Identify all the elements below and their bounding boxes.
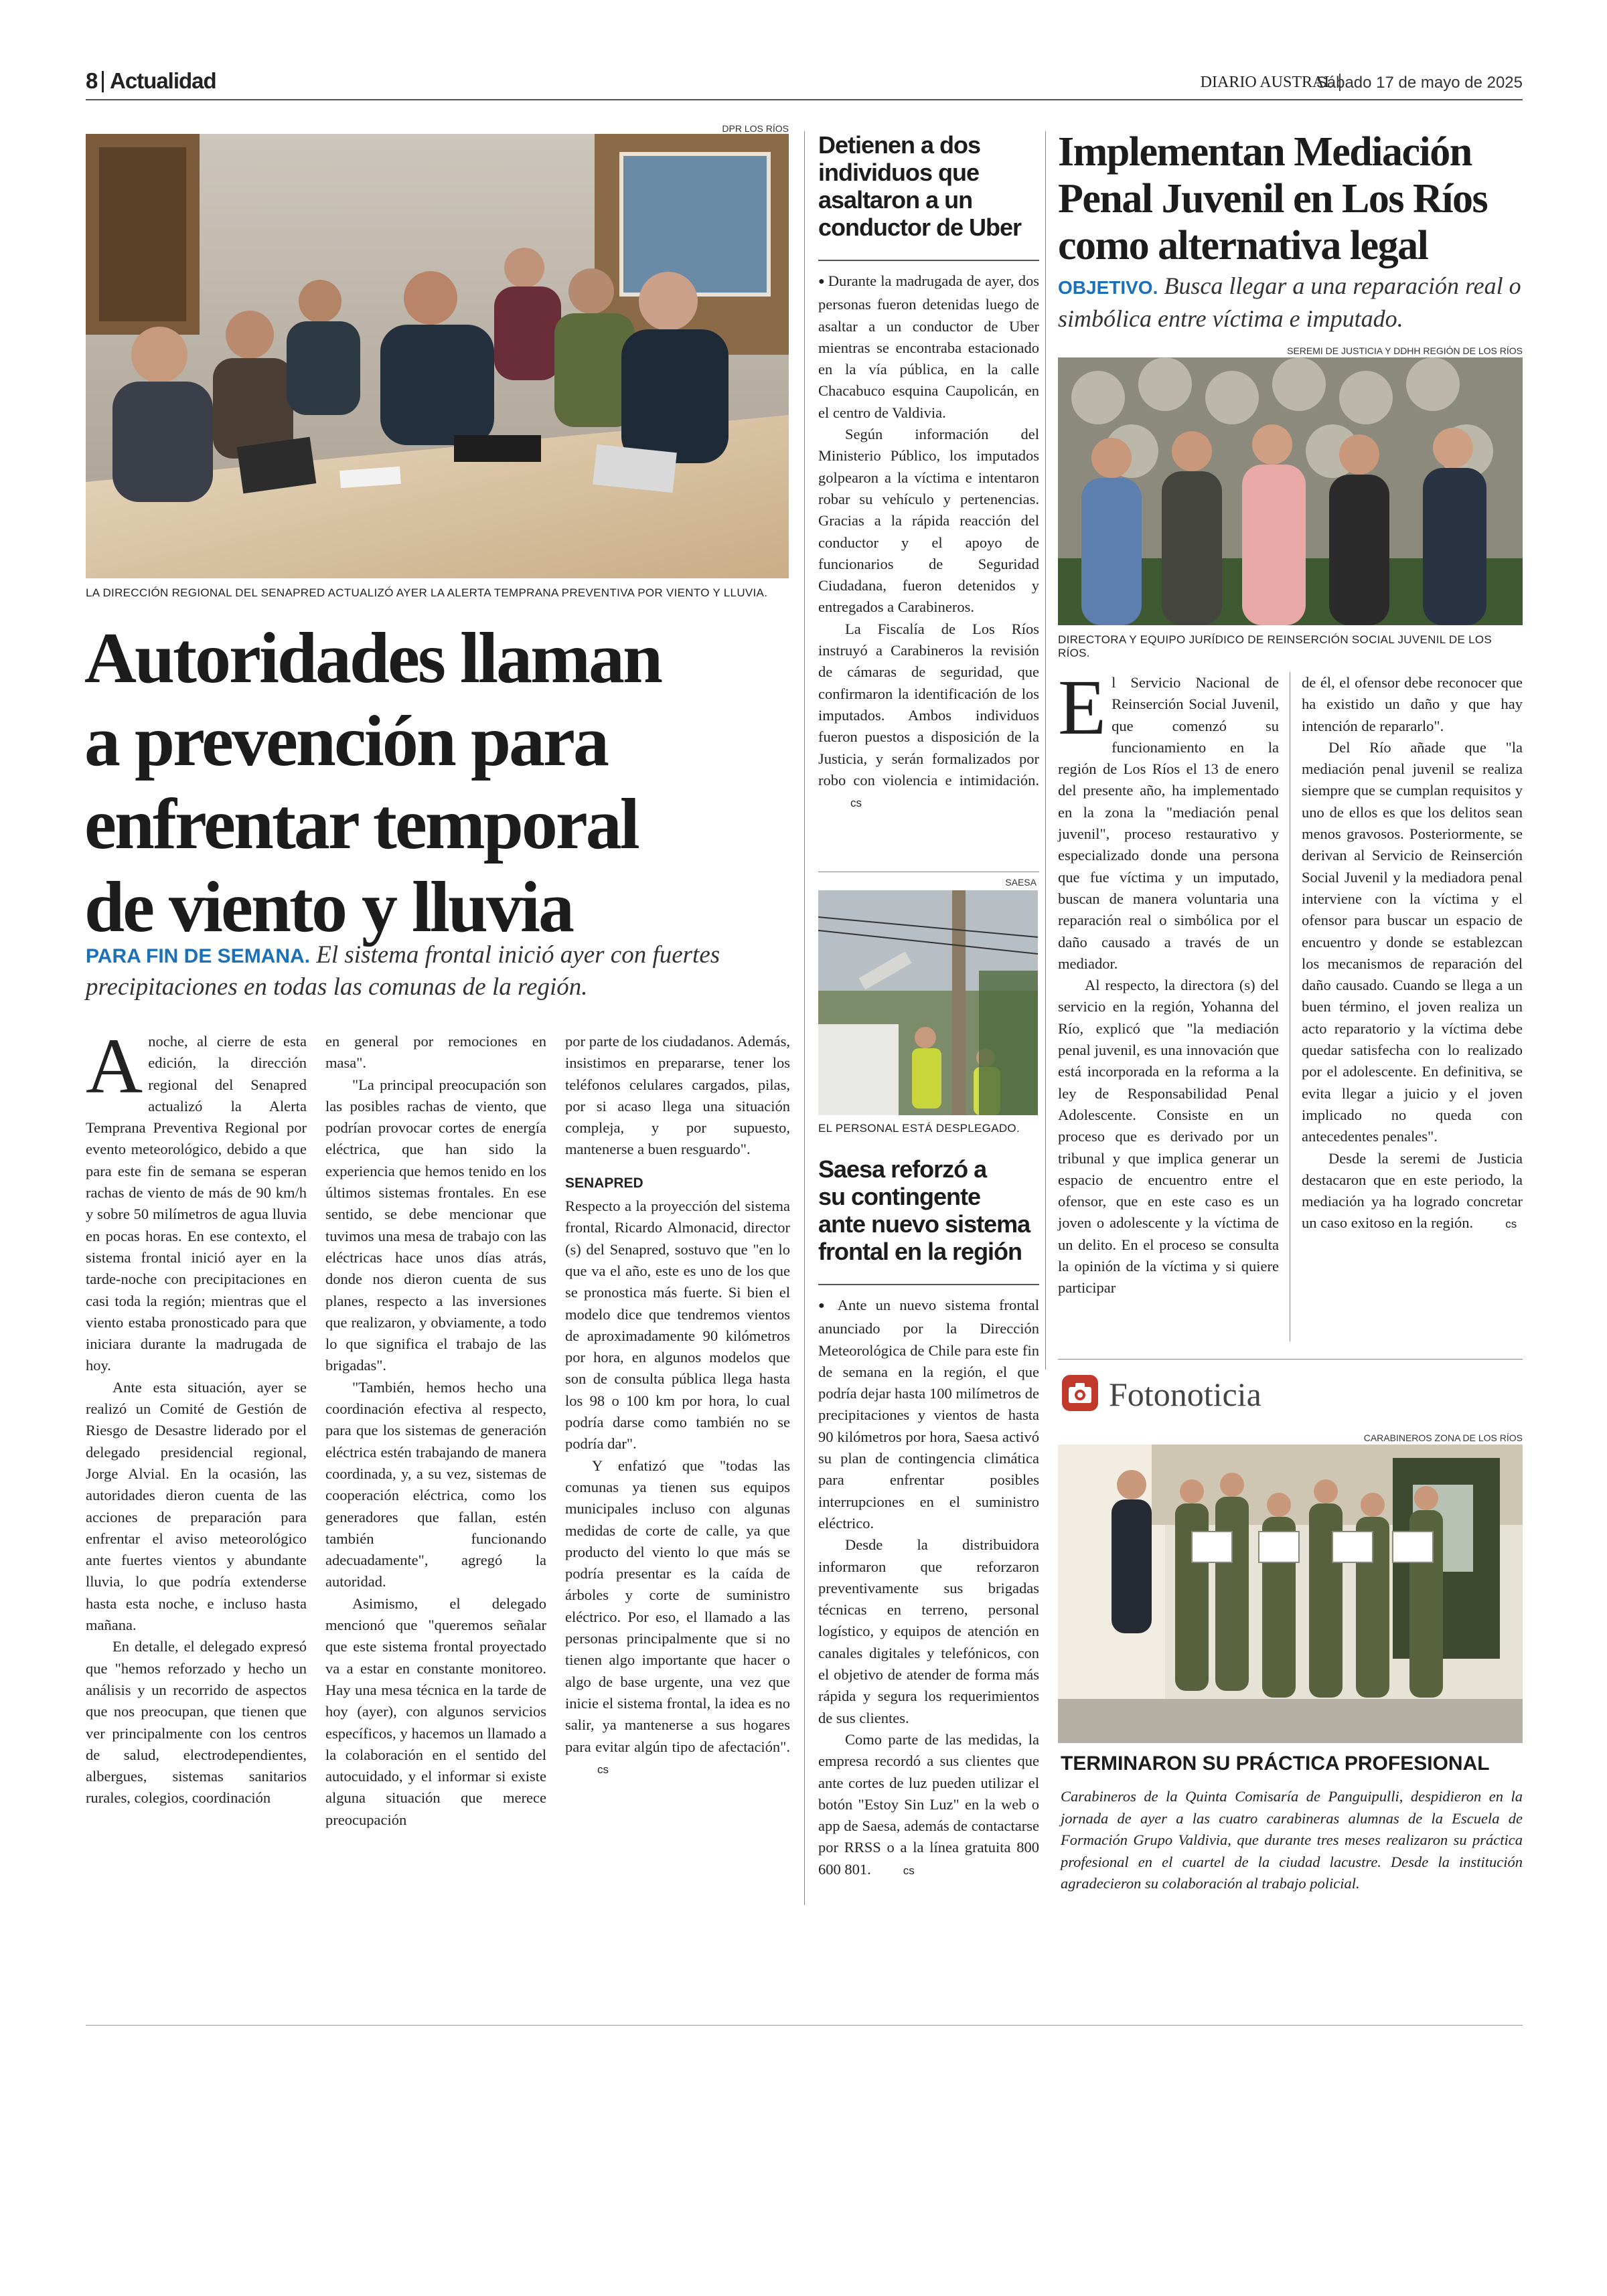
issue-date: Sábado 17 de mayo de 2025 [1316,74,1523,92]
uber-p2: Según información del Ministerio Público, los imputados golpearon a la víctima e intentaron robar su vehículo y pertenencias. Gracias a la rápida reacción del conductor y el apoyo de funcionarios de Seguridad Ciudadana, fueron detenidos y entregados a Carabineros. [818,426,1039,616]
mediacion-title-3: como alternativa legal [1058,223,1428,268]
mediacion-illustration [1058,357,1523,625]
saesa-photo [818,890,1038,1115]
mediacion-photo-caption: DIRECTORA Y EQUIPO JURÍDICO DE REINSERCIÓN SOCIAL JUVENIL DE LOS RÍOS. [1058,633,1493,659]
mediacion-col2-p3-text: Desde la seremi de Justicia destacaron que en este periodo, la mediación ya ha logrado concretar un caso exitoso en la región. [1302,1149,1523,1232]
main-column-3 [565,1031,790,1781]
uber-p1: ● Durante la madrugada de ayer, dos personas fueron detenidas luego de asaltar a un conductor de Uber mientras se encontraba estacionado en la vía pública, en la calle Chacabuco esquina Caupolicán, en el centro de Valdivia. [818,270,1039,424]
main-col2-p3: "También, hemos hecho una coordinación efectiva al respecto, para que los sistemas de generación eléctrica estén trabajando de manera coordinada, y, a su vez, sistemas de cooperación eléctrica, como los generadores que fallan, estén también funcionando adecuadamente", agregó la autoridad. [325,1378,546,1590]
fotonoticia-title: TERMINARON SU PRÁCTICA PROFESIONAL [1061,1752,1490,1775]
mediacion-col2-p2: Del Río añade que "la mediación penal juvenil se realiza siempre que se cumplan requisitos y uno de ellos es que los delitos sean menos gravosos. Posteriormente, se derivan al Servicio de Reinserción Social Juvenil y la mediadora penal interviene con la víctima y el ofensor para buscar un espacio de encuentro y donde se establezcan los mecanismos de reparación del daño causado. Cuando se llega a un buen término, el joven realiza un acto reparatorio y la víctima debe quedar satisfecha con lo realizado por el adolescente. En definitiva, se evita llegar a juicio y el joven implicado no queda con antecedentes penales". [1302,738,1523,1145]
main-lead-text: El sistema frontal inició ayer con fuertes precipitaciones en todas las comunas de la región. [86,941,720,1001]
header-divider [102,71,104,92]
headline-line-2: a prevención para [84,702,607,781]
section-name: Actualidad [110,68,216,93]
end-mark-icon: cs [597,1762,609,1776]
carabineros-illustration [1058,1445,1523,1743]
saesa-rule [818,1284,1039,1285]
mediacion-kicker: OBJETIVO. [1058,277,1158,298]
uber-body [818,270,1039,814]
uber-rule [818,260,1039,261]
page-header [86,66,1523,96]
main-kicker: PARA FIN DE SEMANA. [86,945,311,967]
uber-end-icon: cs [850,797,862,810]
uber-headline [818,131,1039,241]
headline-line-3: enfrentar temporal [84,785,638,864]
mediacion-col1-p1: l Servicio Nacional de Reinserción Social Juvenil, que comenzó su funcionamiento en la región de Los Ríos el 13 de enero del presente año, ha implementado en la zona la "mediación penal juvenil", proceso restaurativo y especializado donde una persona que fue víctima y un imputado, buscan de manera voluntaria una reparación real o simbólica por el daño causado a través de un mediador. [1058,674,1279,972]
main-column-1 [86,1022,307,1809]
mediacion-col1-p2: Al respecto, la directora (s) del servicio en la región, Yohanna del Río, explicó que "la mediación penal juvenil, es una innovación que está incorporada en la reforma a la ley de Responsabilidad Penal Adolescente. Consiste en un proceso que es derivado por un tribunal y que implica generar un espacio de encuentro entre el ofensor, que en este caso es un joven o adolescente y la víctima de un delito. En el proceso se consulta la opinión de la víctima y si quiere participar [1058,977,1279,1297]
mediacion-lead-text: Busca llegar a una reparación real o simbólica entre víctima e imputado. [1058,272,1521,332]
header-rule [86,99,1523,100]
main-col3-intro: por parte de los ciudadanos. Además, insistimos en prepararse, tener los teléfonos celulares cargados, pilas, por si acaso llega una situación compleja, y por supuesto, mantenerse a buen resguardo". [565,1033,790,1158]
page-number: 8 [86,68,98,93]
fotonoticia-body: Carabineros de la Quinta Comisaría de Panguipulli, despidieron en la jornada de ayer a las cuatro carabineras alumnas de la Escuela de Formación Grupo Valdivia, que durante tres meses realizaron su práctica profesional en el cuartel de la ciudad lacustre. Desde la institución agradecieron su colaboración al trabajo policial. [1061,1788,1523,1892]
uber-title-3: asaltaron a un [818,186,973,214]
mediacion-lead [1058,270,1527,334]
mediacion-headline [1058,129,1527,269]
headline-line-1: Autoridades llaman [84,619,662,698]
saesa-headline [818,1155,1039,1265]
saesa-body [818,1295,1039,1882]
main-col1-p3: En detalle, el delegado expresó que "hemos reforzado y hecho un análisis y un recorrido de aspectos que nos preocupan, que tienen que ver principalmente con los centros de salud, electrodependientes, albergues, sistemas sanitarios rurales, colegios, coordinación [86,1638,307,1807]
page-bottom-rule [86,2025,1523,2026]
main-col1-p1: noche, al cierre de esta edición, la dirección regional del Senapred actualizó la Alerta Temprana Preventiva Regional por evento meteorológico, debido a que para este fin de semana se esperan rachas de viento de más de 90 km/h y sobre 50 milímetros de agua lluvia en pocas horas. En ese contexto, el sistema frontal inició ayer en la tarde-noche con precipitaciones en casi toda la región; mientras que el viento estaba pronosticado para que iniciara durante la madrugada de hoy. [86,1033,307,1374]
saesa-title-3: ante nuevo sistema [818,1210,1030,1238]
fotonoticia-photo [1058,1445,1523,1743]
saesa-photo-caption: EL PERSONAL ESTÁ DESPLEGADO. [818,1122,1020,1135]
saesa-p3 [818,1729,1039,1882]
mediacion-drop-cap: E [1058,663,1107,751]
mediacion-photo [1058,357,1523,625]
senapred-subhead: SENAPRED [565,1175,643,1191]
meeting-illustration [86,134,789,578]
saesa-title-1: Saesa reforzó a [818,1155,987,1183]
uber-p3 [818,619,1039,815]
mediacion-col2-p3 [1302,1148,1523,1236]
mediacion-title-1: Implementan Mediación [1058,129,1472,175]
main-col2-p1: en general por remociones en masa". [325,1033,546,1072]
fotonoticia-top-rule [1058,1359,1523,1360]
main-lead [86,940,795,1003]
camera-icon [1061,1374,1099,1412]
mediacion-col2-p1: de él, el ofensor debe reconocer que ha existido un daño y que hay intención de repararlo". [1302,674,1523,734]
uber-title-4: conductor de Uber [818,214,1022,241]
saesa-p1: ● Ante un nuevo sistema frontal anunciado por la Dirección Meteorológica de Chile para este fin de semana en la región, el que podría dejar hasta 100 milímetros de precipitaciones y vientos de hasta 90 kilómetros por hora, Saesa activó su plan de contingencia climática para enfrentar posibles interrupciones en el suministro eléctrico. [818,1295,1039,1534]
uber-title-2: individuos que [818,159,980,186]
fotonoticia-label: Fotonoticia [1109,1376,1261,1413]
uber-title-1: Detienen a dos [818,131,981,159]
main-headline [84,617,794,949]
saesa-p2: Desde la distribuidora informaron que reforzaron preventivamente sus brigadas técnicas en terreno, personal logístico, y equipos de atención en canales digitales y telefónicos, con el objetivo de atender de forma más rápida y segura los requerimientos de sus clientes. [818,1536,1039,1726]
meeting-photo [86,134,789,578]
main-drop-cap: A [86,1022,143,1110]
headline-line-4: de viento y lluvia [84,868,573,947]
mediacion-title-2: Penal Juvenil en Los Ríos [1058,176,1488,222]
saesa-illustration [818,890,1038,1115]
fotonoticia-photo-credit: CARABINEROS ZONA DE LOS RÍOS [1363,1432,1523,1443]
main-col2-p2: "La principal preocupación son las posibles rachas de viento, que podrían provocar cortes de energía eléctrica, que han sido la experiencia que hemos tenido en los últimos sistemas frontales. En ese sentido, se debe mencionar que tuvimos una mesa de trabajo con las eléctricas hace unos días atrás, donde nos dieron cuenta de sus planes, respecto a las inversiones que realizaron, y obviamente, a todo lo que significa el trabajo de las brigadas". [325,1076,546,1374]
main-photo-caption: LA DIRECCIÓN REGIONAL DEL SENAPRED ACTUALIZÓ AYER LA ALERTA TEMPRANA PREVENTIVA POR VIENTO Y LLUVIA. [86,586,768,599]
mediacion-column-2 [1302,672,1523,1236]
saesa-title-2: su contingente [818,1183,981,1210]
mediacion-column-1 [1058,663,1279,1299]
mediacion-photo-credit: SEREMI DE JUSTICIA Y DDHH REGIÓN DE LOS RÍOS [1287,345,1523,356]
saesa-title-4: frontal en la región [818,1238,1022,1265]
mediacion-end-icon: cs [1505,1218,1517,1231]
fotonoticia-header [1058,1371,1523,1418]
saesa-end-icon: cs [903,1864,915,1877]
main-col1-p2: Ante esta situación, ayer se realizó un Comité de Gestión de Riesgo de Desastre liderado por el delegado presidencial regional, Jorge Alvial. En la ocasión, las autoridades dieron cuenta de las acciones de preparación para enfrentar el aviso meteorológico ante fuertes vientos y abundante lluvia, lo que podría extenderse hasta esta noche, e incluso hasta mañana. [86,1378,307,1634]
saesa-p3-text: Como parte de las medidas, la empresa recordó a sus clientes que ante cortes de luz pueden utilizar el botón "Estoy Sin Luz" en la web o app de Saesa, además de contactarse por RRSS o a la línea gratuita 800 600 801. [818,1730,1039,1878]
main-col2-p4: Asimismo, el delegado mencionó que "queremos señalar que este sistema frontal proyectado va a estar en constante monitoreo. Hay una mesa técnica en la tarde de hoy (ayer), con algunos servicios específicos, y hacemos un llamado a la colaboración en el sentido del autocuidado, y el informar si existe alguna situación que merece preocupación [325,1594,546,1828]
saesa-photo-credit: SAESA [1005,877,1037,888]
uber-p3-text: La Fiscalía de Los Ríos instruyó a Carabineros la revisión de cámaras de seguridad, que confirmaron la identificación de los imputados. Ambos individuos fueron puestos a disposición de la Justicia, y serán formalizados por robo con violencia e intimidación. [818,620,1039,789]
main-photo-credit: DPR LOS RÍOS [722,123,789,134]
column-rule-2 [1045,131,1046,1370]
main-col3-p2 [565,1455,790,1781]
main-col3-p2-text: Y enfatizó que "todas las comunas ya tienen sus equipos municipales incluso con algunas medidas de corte de calle, ya que producto del viento lo que más se podría presentar es la caída de árboles y corte de suministro eléctrico. Por eso, el llamado a las personas principalmente que si no tienen algo importante que hacer o algo de base urgente, una vez que inicie el sistema frontal, la idea es no salir, ya mantenerse a sus hogares para evitar algún tipo de afectación". [565,1457,790,1755]
main-col3-p1: Respecto a la proyección del sistema frontal, Ricardo Almonacid, director (s) del Senapred, sostuvo que "en lo que va el año, este es uno de los que se pronostica más fuerte. Si bien el modelo dice que tendremos vientos de aproximadamente 90 kilómetros por hora, en algunos modelos que son de consulta pública llega hasta los 98 o 100 km por hora, lo cual podría darse como también no se podría dar". [565,1198,790,1453]
column-rule-1 [804,131,805,1905]
newspaper-name: DIARIO AUSTRAL [1200,74,1334,91]
main-column-2 [325,1031,546,1831]
